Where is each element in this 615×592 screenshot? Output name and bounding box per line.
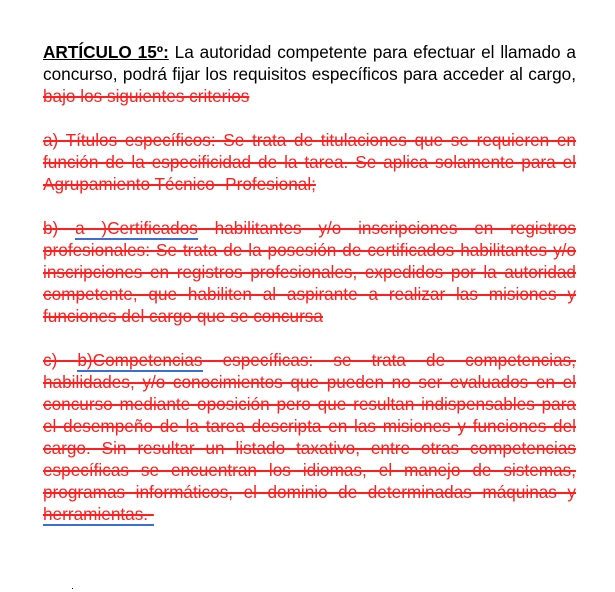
- text-cursor-mark: [72, 588, 73, 589]
- article-heading: ARTÍCULO 15º: [43, 42, 164, 62]
- paragraph-titulos: [43, 129, 576, 195]
- deleted-prefix-c: c): [43, 350, 78, 370]
- deleted-text-titulos: a) Títulos específicos: Se trata de titulaciones que se requieren en función de la especificidad de la tarea. Se aplica solamente para el Agrupamiento Técnico- Profesional;: [43, 130, 576, 194]
- document-page: [43, 41, 576, 547]
- paragraph-article-15: [43, 41, 576, 107]
- tracked-insert-herramientas: herramientas.-: [43, 504, 154, 524]
- deleted-text-certificados: habilitantes y/o inscripciones en registros profesionales: Se trata de la posesión de certificados habilitantes y/o inscripciones en registros profesionales, expedidos por la autoridad competente, que habiliten al aspirante a realizar las misiones y funciones del cargo que se concursa: [43, 218, 576, 326]
- tracked-insert-certificados: a )Certificados: [75, 218, 198, 238]
- tracked-insert-competencias: b)Competencias: [77, 350, 203, 370]
- article-body-text: La autoridad competente para efectuar el llamado a concurso, podrá fijar los requisitos específicos para acceder al cargo,: [43, 42, 576, 84]
- deleted-text-competencias: específicas: se trata de competencias, habilidades, y/o conocimientos que pueden no ser evaluados en el concurso mediante oposición pero que resultan indispensables para el desempeño de la tarea descripta en las misiones y funciones del cargo. Sin resultar un listado taxativo, entre otras competencias específicas se encuentran los idiomas, el manejo de sistemas, programas informáticos, el dominio de determinadas máquinas y: [43, 350, 576, 502]
- paragraph-competencias: [43, 349, 576, 525]
- article-heading-colon: :: [163, 42, 169, 62]
- paragraph-certificados: [43, 217, 576, 327]
- deleted-prefix-b: b): [43, 218, 76, 238]
- deleted-text-criterios: bajo los siguientes criterios: [43, 86, 250, 106]
